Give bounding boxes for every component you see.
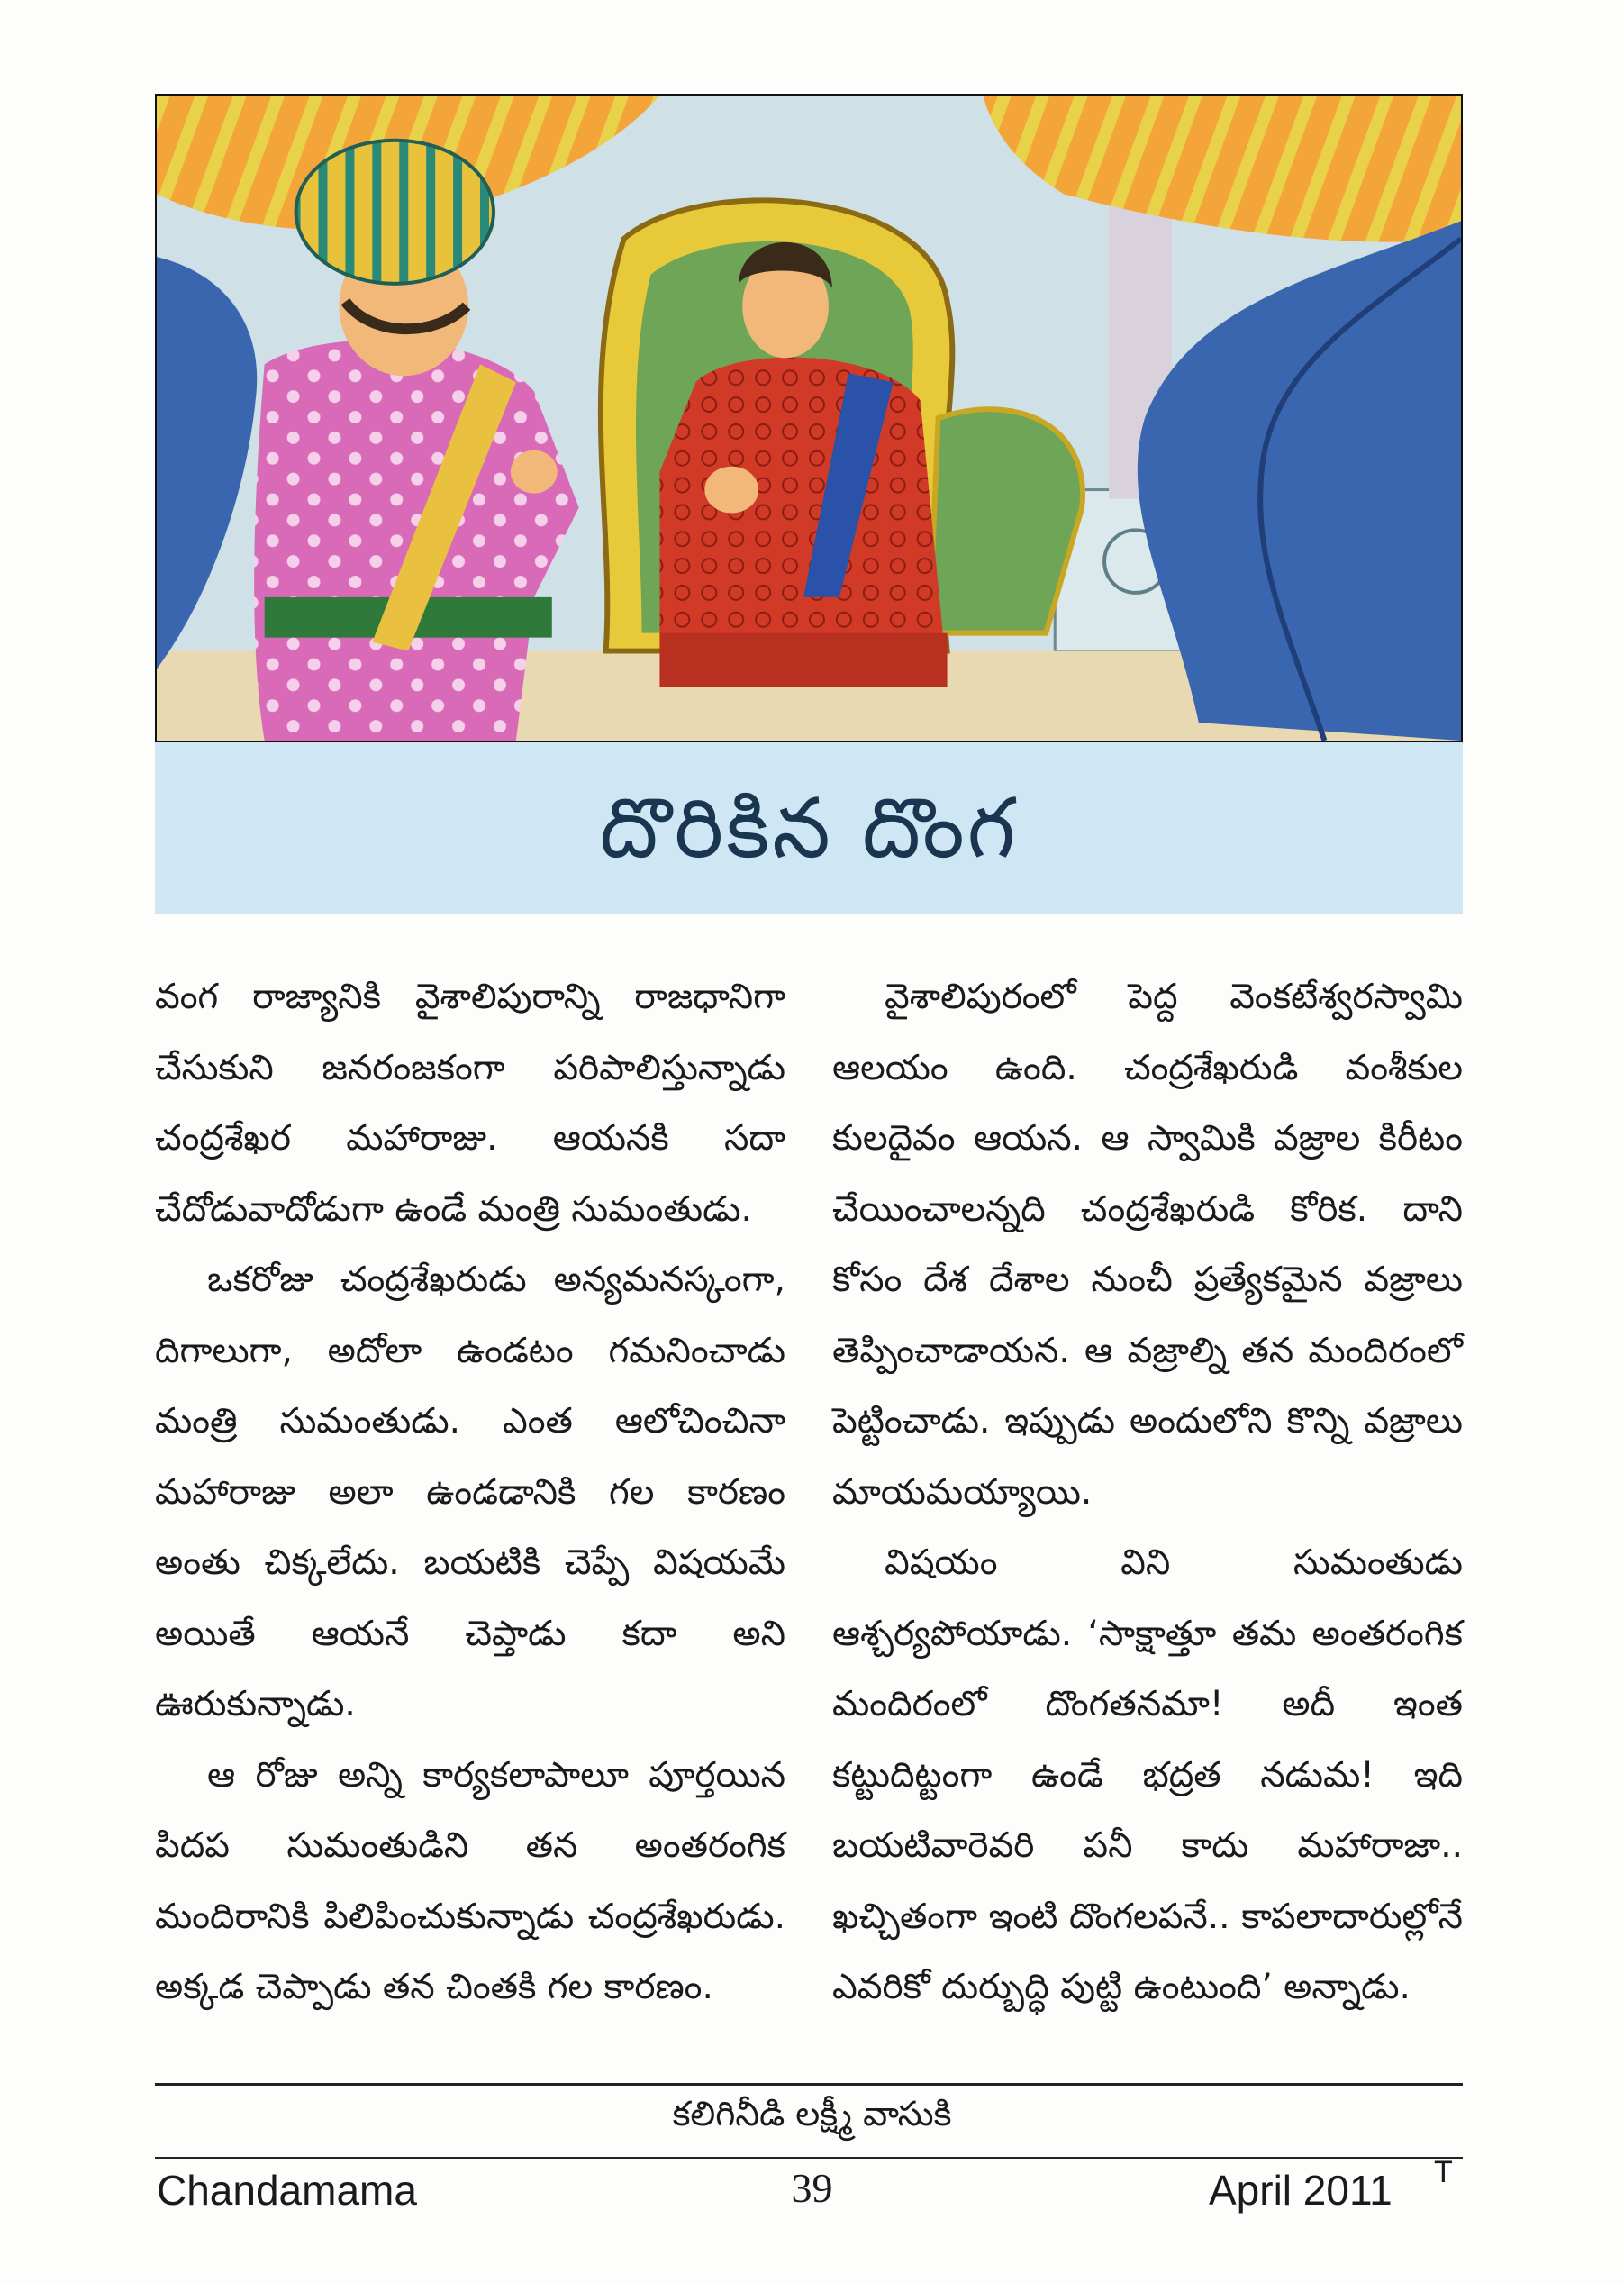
left-column [155,962,785,2024]
footer-page-number: 39 [791,2165,833,2211]
title-band [155,742,1463,914]
author-rule-top [155,2083,1463,2086]
story-illustration [155,94,1463,742]
footer-mark: T [1434,2155,1453,2189]
paragraph: ఆ రోజు అన్ని కార్యకలాపాలూ పూర్తయిన పిదప సుమంతుడిని తన అంతరంగిక మందిరానికి పిలిపించుకున్నాడు చంద్రశేఖరుడు. అక్కడ చెప్పాడు తన చింతకి గల కారణం. [155,1754,785,2007]
right-column [832,962,1463,2024]
story-title: దొరికిన దొంగ [599,780,1019,877]
paragraph: వైశాలిపురంలో పెద్ద వెంకటేశ్వరస్వామి ఆలయం ఉంది. చంద్రశేఖరుడి వంశీకుల కులదైవం ఆయన. ఆ స్వామికి వజ్రాల కిరీటం చేయించాలన్నది చంద్రశేఖరుడి కోరిక. దాని కోసం దేశ దేశాల నుంచీ ప్రత్యేకమైన వజ్రాలు తెప్పించాడాయన. ఆ వజ్రాల్ని తన మందిరంలో పెట్టించాడు. ఇప్పుడు అందులోని కొన్ని వజ్రాలు మాయమయ్యాయి. [832,977,1463,1513]
paragraph: విషయం విని సుమంతుడు ఆశ్చర్యపోయాడు. ‘సాక్షాత్తూ తమ అంతరంగిక మందిరంలో దొంగతనమా! అదీ ఇంత కట్టుదిట్టంగా ఉండే భద్రత నడుమ! ఇది బయటివారెవరి పనీ కాదు మహారాజా.. ఖచ్చితంగా ఇంటి దొంగలపనే.. కాపలాదారుల్లోనే ఎవరికో దుర్బుద్ధి పుట్టి ఉంటుంది’ అన్నాడు. [832,1542,1463,2007]
footer-issue-date: April 2011 [1209,2167,1393,2214]
paragraph: వంగ రాజ్యానికి వైశాలిపురాన్ని రాజధానిగా చేసుకుని జనరంజకంగా పరిపాలిస్తున్నాడు చంద్రశేఖర మహారాజు. ఆయనకి సదా చేదోడువాదోడుగా ఉండే మంత్రి సుమంతుడు. [155,977,785,1230]
footer-rule [155,2157,1463,2159]
footer-magazine-name: Chandamama [157,2167,417,2214]
author-credit: కలిగినీడి లక్ష్మీ వాసుకి [672,2094,952,2133]
illustration-king-and-minister [157,96,1461,741]
paragraph: ఒకరోజు చంద్రశేఖరుడు అన్యమనస్కంగా, దిగాలుగా, అదోలా ఉండటం గమనించాడు మంత్రి సుమంతుడు. ఎంత ఆలోచించినా మహారాజు అలా ఉండడానికి గల కారణం అంతు చిక్కలేదు. బయటికి చెప్పే విషయమే అయితే ఆయనే చెప్తాడు కదా అని ఊరుకున్నాడు. [155,1260,785,1724]
